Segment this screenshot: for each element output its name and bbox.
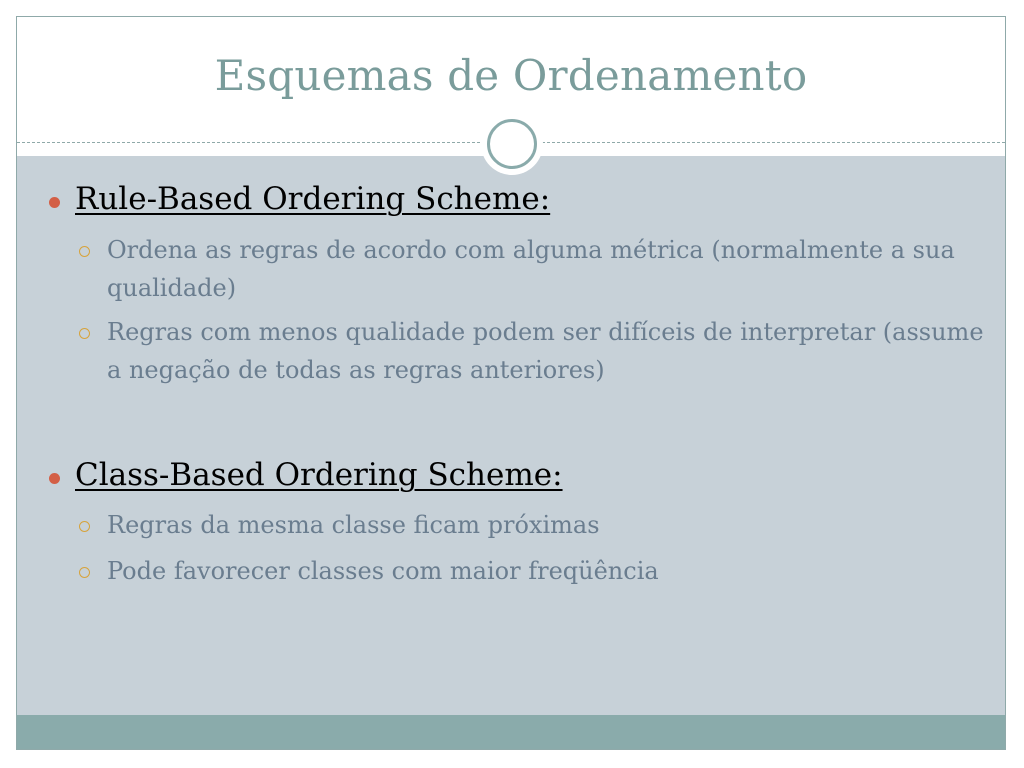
list-item: Pode favorecer classes com maior freqüência	[107, 557, 659, 585]
sub-bullet-ring-icon	[79, 567, 90, 578]
bullet-dot-icon	[49, 473, 60, 484]
section-heading-class-based: Class-Based Ordering Scheme:	[75, 457, 563, 493]
bullet-dot-icon	[49, 197, 60, 208]
footer-bar	[17, 715, 1005, 749]
title-ring-ornament-inner	[487, 119, 537, 169]
slide	[16, 16, 1006, 750]
section-heading-rule-based: Rule-Based Ordering Scheme:	[75, 181, 551, 217]
list-item: Ordena as regras de acordo com alguma métrica (normalmente a sua qualidade)	[107, 236, 955, 302]
list-item: Regras da mesma classe ficam próximas	[107, 511, 600, 539]
slide-title: Esquemas de Ordenamento	[214, 51, 808, 100]
sub-bullet-ring-icon	[79, 246, 90, 257]
sub-bullet-ring-icon	[79, 328, 90, 339]
list-item: Regras com menos qualidade podem ser difíceis de interpretar (assume a negação de todas as regras anteriores)	[107, 318, 984, 384]
sub-bullet-ring-icon	[79, 521, 90, 532]
